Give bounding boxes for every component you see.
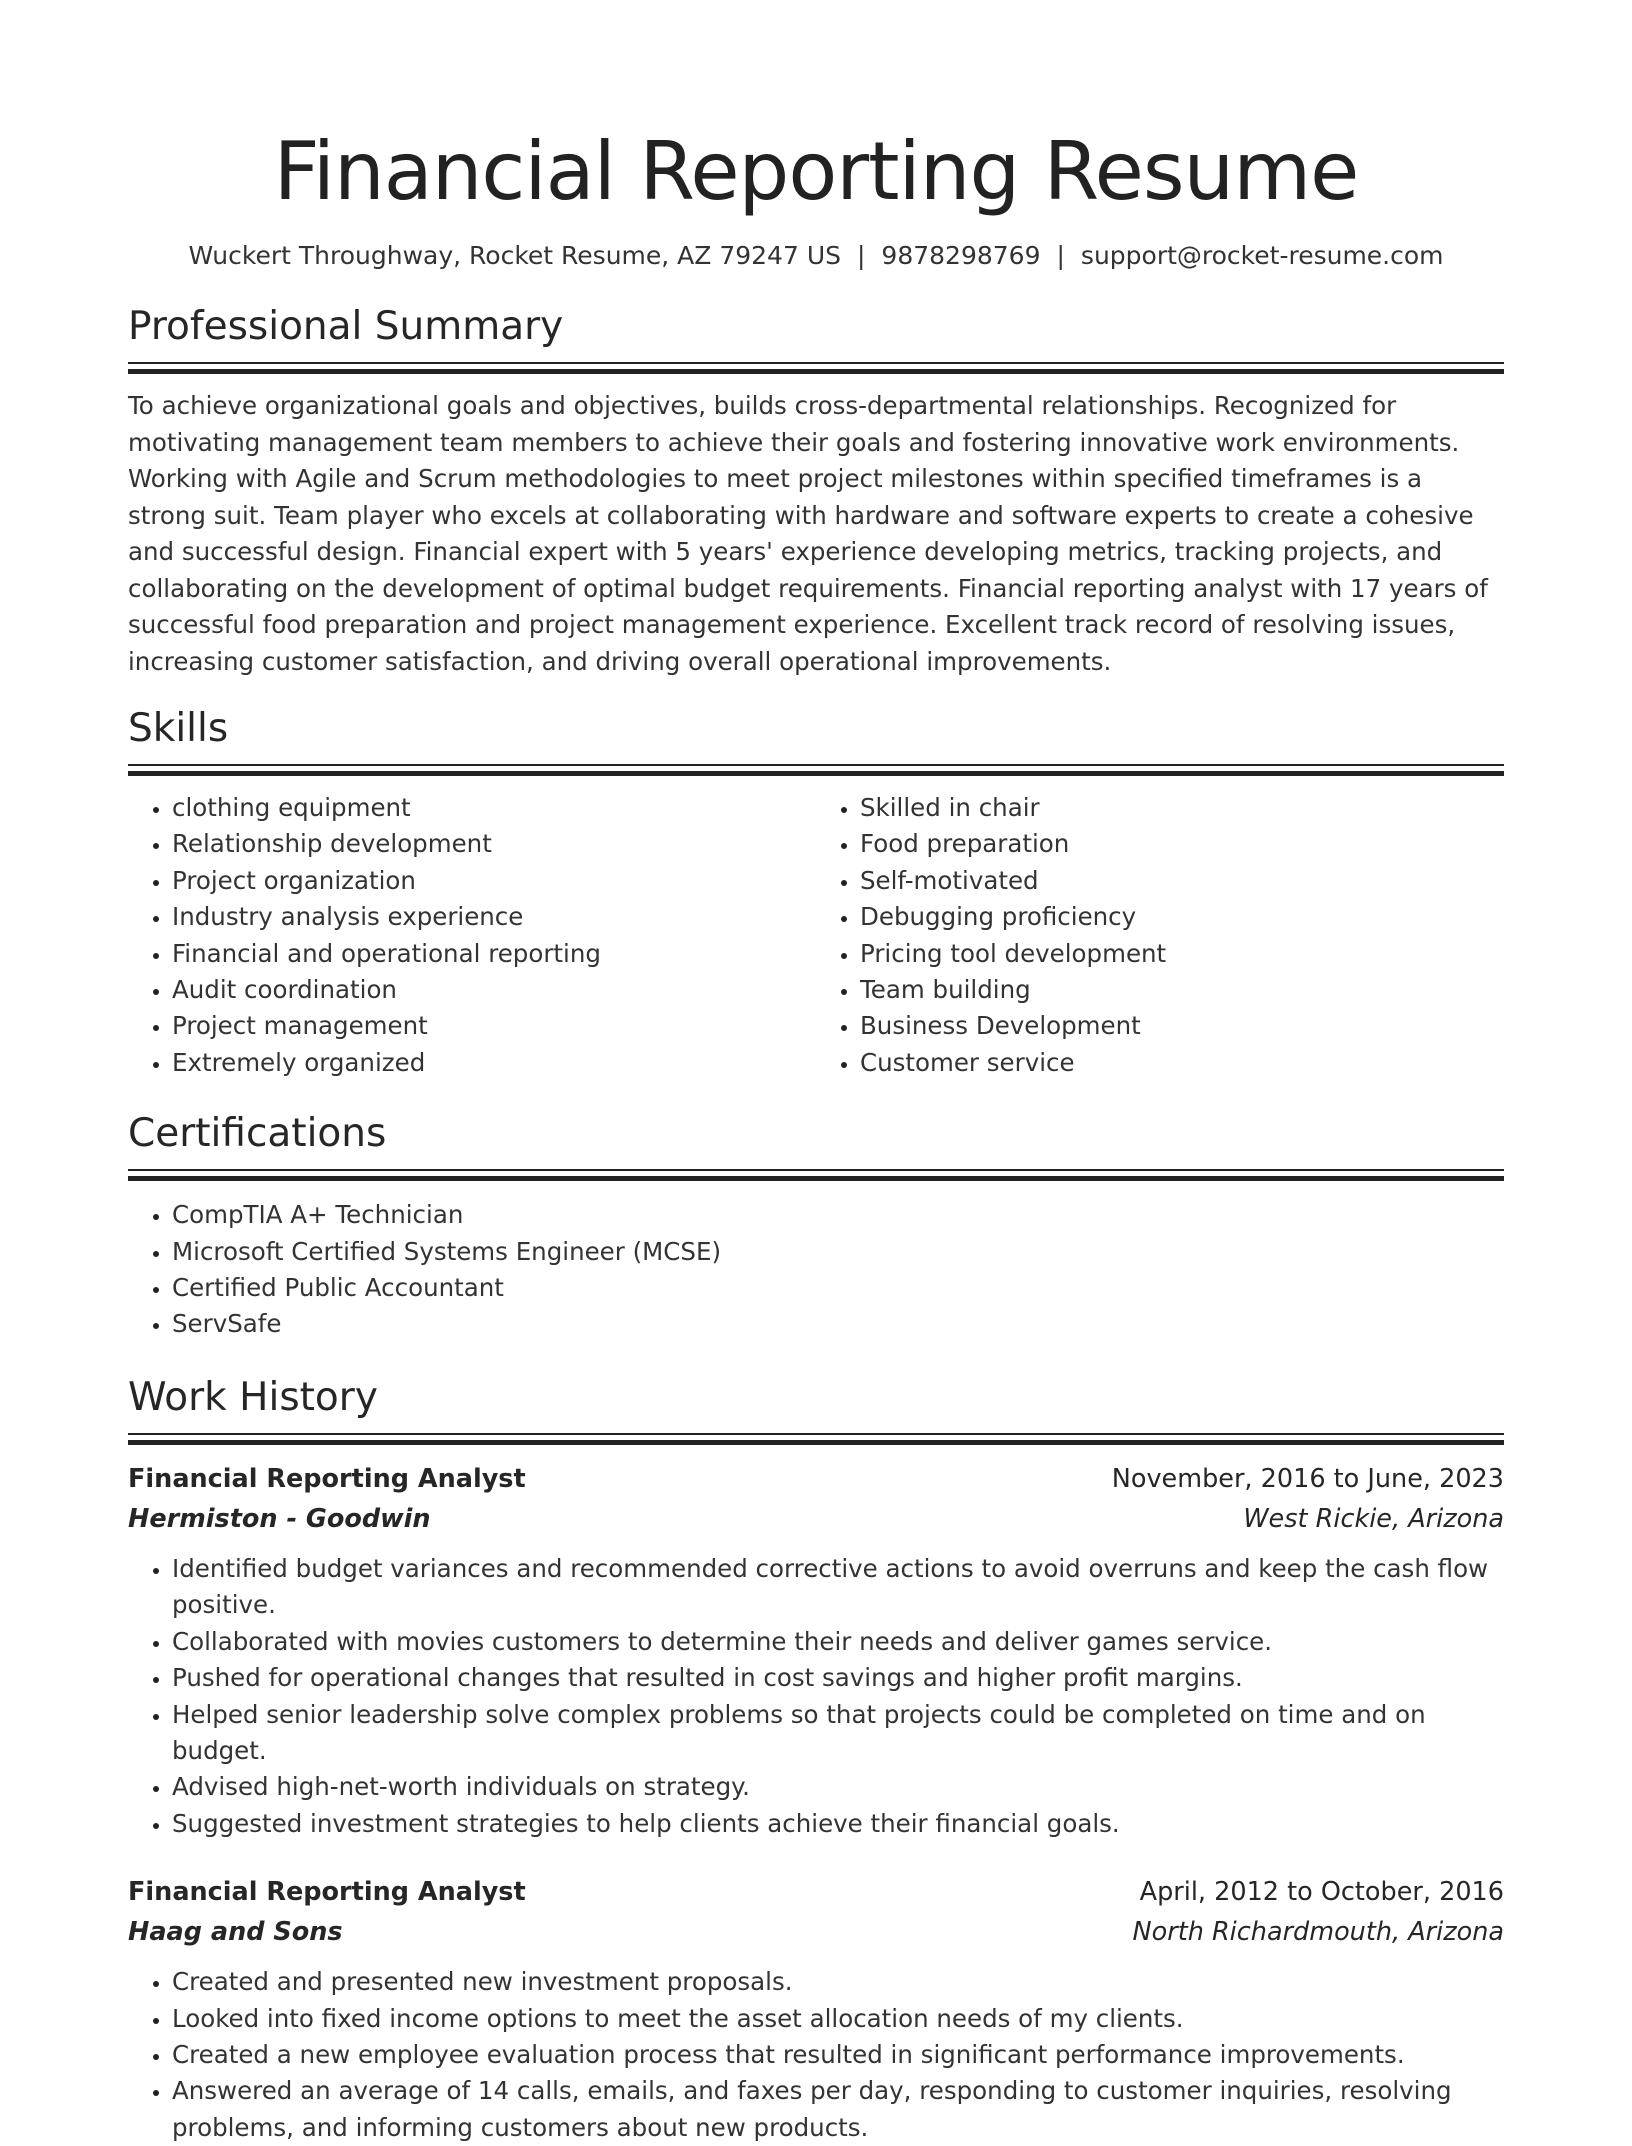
skill-item: • Project organization (172, 863, 816, 899)
certifications-list (128, 1197, 1504, 1343)
job-title: Financial Reporting Analyst (128, 1463, 526, 1494)
job-company: Hermiston - Goodwin (128, 1503, 431, 1534)
job-location: West Rickie, Arizona (1243, 1503, 1504, 1534)
job-title: Financial Reporting Analyst (128, 1877, 526, 1908)
job-bullet: • Looked into fixed income options to meet the asset allocation needs of my clients. (172, 2001, 1504, 2037)
skill-item: • Team building (860, 972, 1504, 1008)
job-header (128, 1459, 1504, 1499)
job-bullet: • Pushed for operational changes that resulted in cost savings and higher profit margins. (172, 1660, 1504, 1696)
skills-list-left (128, 790, 816, 1081)
job-bullet: • Answered an average of 14 calls, emails, and faxes per day, responding to customer inquiries, resolving problems, and informing customers about new products. (172, 2073, 1504, 2146)
skill-item: • Food preparation (860, 826, 1504, 862)
email-link[interactable]: support@rocket-resume.com (1080, 241, 1444, 270)
job-header (128, 1872, 1504, 1912)
job-entry (128, 1872, 1504, 2146)
job-bullet: • Advised high-net-worth individuals on strategy. (172, 1769, 1504, 1805)
job-location: North Richardmouth, Arizona (1132, 1917, 1504, 1948)
skills-columns (128, 790, 1504, 1081)
phone: 9878298769 (881, 241, 1041, 270)
separator: | (856, 241, 866, 270)
separator: | (1056, 241, 1065, 270)
skill-item: • Audit coordination (172, 972, 816, 1008)
job-company: Haag and Sons (128, 1917, 343, 1948)
job-entry (128, 1459, 1504, 1842)
job-bullet: • Helped senior leadership solve complex problems so that projects could be completed on time and on budget. (172, 1697, 1504, 1770)
job-bullet: • Created and presented new investment proposals. (172, 1964, 1504, 2000)
skill-item: • clothing equipment (172, 790, 816, 826)
certification-item: • CompTIA A+ Technician (172, 1197, 1504, 1233)
skill-item: • Industry analysis experience (172, 899, 816, 935)
section-heading-skills: Skills (128, 706, 229, 751)
resume-title: Financial Reporting Resume (273, 125, 1359, 218)
skill-item: • Skilled in chair (860, 790, 1504, 826)
section-heading-work-history: Work History (128, 1374, 378, 1420)
job-bullet: • Collaborated with movies customers to determine their needs and deliver games service. (172, 1624, 1504, 1660)
section-divider (128, 764, 1504, 776)
job-bullet: • Created a new employee evaluation process that resulted in significant performance improvements. (172, 2037, 1504, 2073)
certifications-section (128, 1109, 1504, 1343)
skill-item: • Pricing tool development (860, 936, 1504, 972)
job-dates: April, 2012 to October, 2016 (1139, 1877, 1504, 1908)
job-subheader (128, 1499, 1504, 1539)
skill-item: • Relationship development (172, 826, 816, 862)
contact-line (128, 238, 1504, 274)
skill-item: • Self-motivated (860, 863, 1504, 899)
section-divider (128, 1433, 1504, 1445)
summary-section (128, 302, 1504, 680)
certification-item: • Microsoft Certified Systems Engineer (MCSE) (172, 1234, 1504, 1270)
work-history-section (128, 1373, 1504, 2146)
address: Wuckert Throughway, Rocket Resume, AZ 79247 US (188, 241, 841, 270)
skill-item: • Project management (172, 1008, 816, 1044)
job-bullet: • Suggested investment strategies to help clients achieve their financial goals. (172, 1806, 1504, 1842)
summary-text: To achieve organizational goals and objectives, builds cross-departmental relationships. Recognized for motivating management team members to achieve their goals and fostering innovative work environments. Working with Agile and Scrum methodologies to meet project milestones within specified timeframes is a strong suit. Team player who excels at collaborating with hardware and software experts to create a cohesive and successful design. Financial expert with 5 years' experience developing metrics, tracking projects, and collaborating on the development of optimal budget requirements. Financial reporting analyst with 17 years of successful food preparation and project management experience. Excellent track record of resolving issues, increasing customer satisfaction, and driving overall operational improvements. (128, 391, 1488, 676)
job-bullet: • Identified budget variances and recommended corrective actions to avoid overruns and keep the cash flow positive. (172, 1551, 1504, 1624)
section-divider (128, 362, 1504, 374)
skill-item: • Debugging proficiency (860, 899, 1504, 935)
section-heading-summary: Professional Summary (128, 304, 564, 349)
job-bullets (128, 1964, 1504, 2146)
section-heading-certifications: Certifications (128, 1111, 387, 1157)
certification-item: • ServSafe (172, 1306, 1504, 1342)
certification-item: • Certified Public Accountant (172, 1270, 1504, 1306)
skill-item: • Business Development (860, 1008, 1504, 1044)
skill-item: • Extremely organized (172, 1045, 816, 1081)
skills-list-right (816, 790, 1504, 1081)
section-divider (128, 1169, 1504, 1181)
job-dates: November, 2016 to June, 2023 (1111, 1463, 1504, 1494)
job-bullets (128, 1551, 1504, 1842)
skill-item: • Customer service (860, 1045, 1504, 1081)
job-subheader (128, 1912, 1504, 1952)
skill-item: • Financial and operational reporting (172, 936, 816, 972)
skills-section (128, 704, 1504, 1081)
